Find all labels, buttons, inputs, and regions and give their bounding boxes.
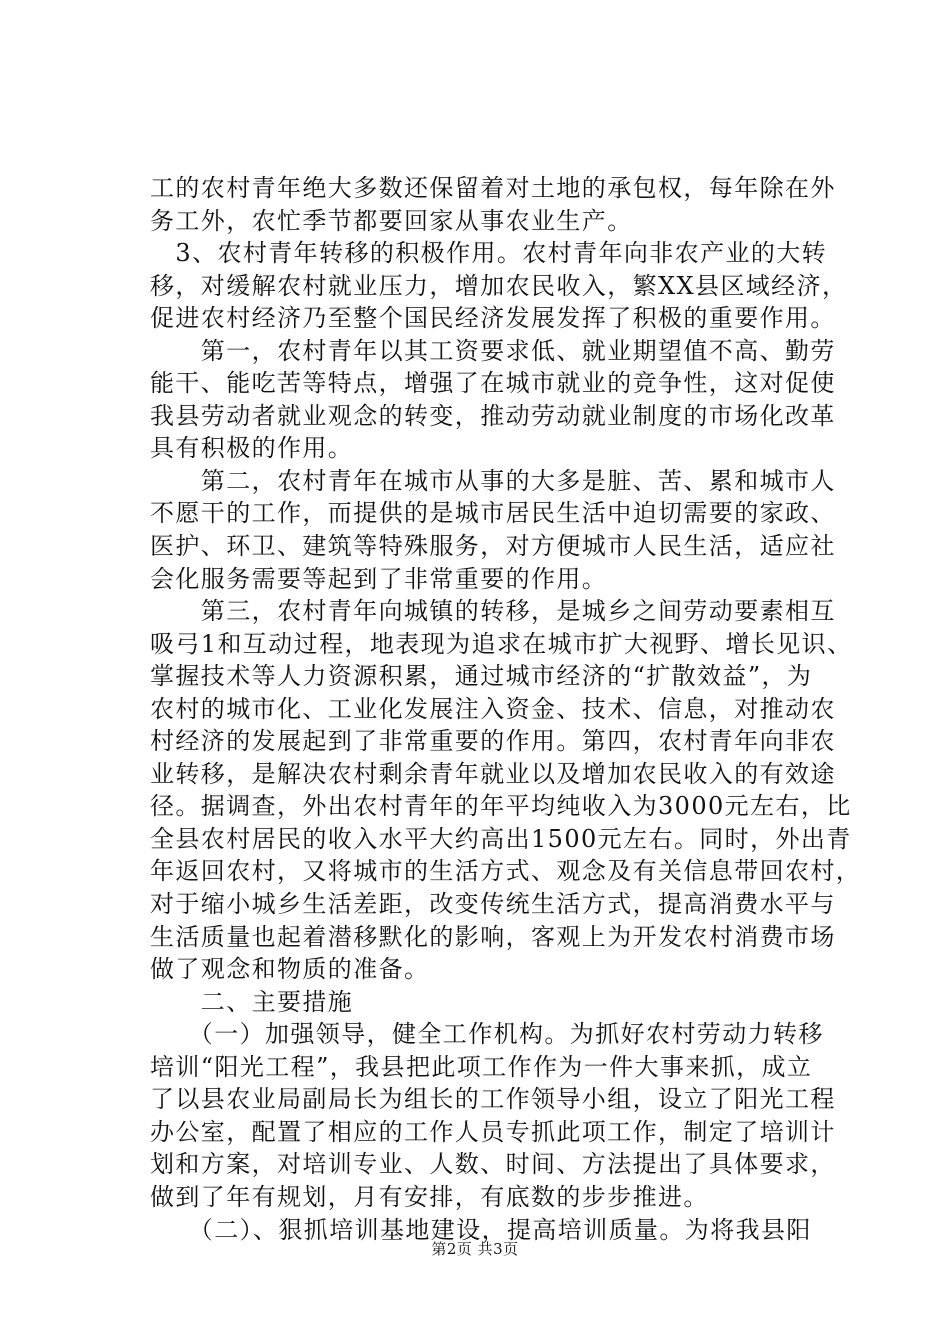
text-line: 农村的城市化、工业化发展注入资金、技术、信息，对推动农 <box>150 694 836 723</box>
text-line: 全县农村居民的收入水平大约高出1500元左右。同时，外出青 <box>150 824 852 853</box>
text-line: 做了观念和物质的准备。 <box>150 955 430 984</box>
document-body <box>150 172 862 1246</box>
page-number: 第2页 共3页 <box>431 1240 519 1258</box>
text-line: （一）加强领导，健全工作机构。为抓好农村劳动力转移 <box>150 1020 824 1049</box>
text-line: 务工外，农忙季节都要回家从事农业生产。 <box>150 206 633 235</box>
text-line: 具有积极的作用。 <box>150 434 354 463</box>
text-line: 对于缩小城乡生活差距，改变传统生活方式，提高消费水平与 <box>150 890 836 919</box>
section-heading: 二、主要措施 <box>150 987 354 1016</box>
text-line: 移，对缓解农村就业压力，增加农民收入，繁XX县区域经济， <box>150 271 848 300</box>
text-line: 会化服务需要等起到了非常重要的作用。 <box>150 564 608 593</box>
text-line: 了以县农业局副局长为组长的工作领导小组，设立了阳光工程 <box>150 1085 836 1114</box>
page-footer <box>0 1239 950 1259</box>
text-line: 第二，农村青年在城市从事的大多是脏、苦、累和城市人 <box>150 466 836 495</box>
text-line: （二）、狠抓培训基地建设，提高培训质量。为将我县阳 <box>150 1215 812 1244</box>
text-line: 划和方案，对培训专业、人数、时间、方法提出了具体要求， <box>150 1150 836 1179</box>
text-line: 培训“阳光工程”，我县把此项工作作为一件大事来抓，成立 <box>150 1052 813 1081</box>
text-line: 促进农村经济乃至整个国民经济发展发挥了积极的重要作用。 <box>150 304 836 333</box>
text-line: 我县劳动者就业观念的转变，推动劳动就业制度的市场化改革 <box>150 401 836 430</box>
text-line: 业转移，是解决农村剩余青年就业以及增加农民收入的有效途 <box>150 759 836 788</box>
text-line: 工的农村青年绝大多数还保留着对土地的承包权，每年除在外 <box>150 174 836 202</box>
text-line: 能干、能吃苦等特点，增强了在城市就业的竞争性，这对促使 <box>150 369 836 398</box>
text-line: 生活质量也起着潜移默化的影响，客观上为开发农村消费市场 <box>150 922 836 951</box>
text-line: 办公室，配置了相应的工作人员专抓此项工作，制定了培训计 <box>150 1117 836 1146</box>
text-line: 第三，农村青年向城镇的转移，是城乡之间劳动要素相互 <box>150 597 836 626</box>
text-line: 医护、环卫、建筑等特殊服务，对方便城市人民生活，适应社 <box>150 532 836 561</box>
text-line: 掌握技术等人力资源积累，通过城市经济的“扩散效益”，为 <box>150 662 813 691</box>
text-line: 做到了年有规划，月有安排，有底数的步步推进。 <box>150 1182 709 1211</box>
text-line: 径。据调查，外出农村青年的年平均纯收入为3000元左右，比 <box>150 792 852 821</box>
text-line: 村经济的发展起到了非常重要的作用。第四，农村青年向非农 <box>150 727 836 756</box>
text-line: 吸弓1和互动过程，地表现为追求在城市扩大视野、增长见识、 <box>150 629 853 658</box>
text-line: 3、农村青年转移的积极作用。农村青年向非农产业的大转 <box>150 239 828 268</box>
text-line: 年返回农村，又将城市的生活方式、观念及有关信息带回农村， <box>150 857 862 886</box>
text-line: 不愿干的工作，而提供的是城市居民生活中迫切需要的家政、 <box>150 499 836 528</box>
text-line: 第一，农村青年以其工资要求低、就业期望值不高、勤劳 <box>150 336 836 365</box>
